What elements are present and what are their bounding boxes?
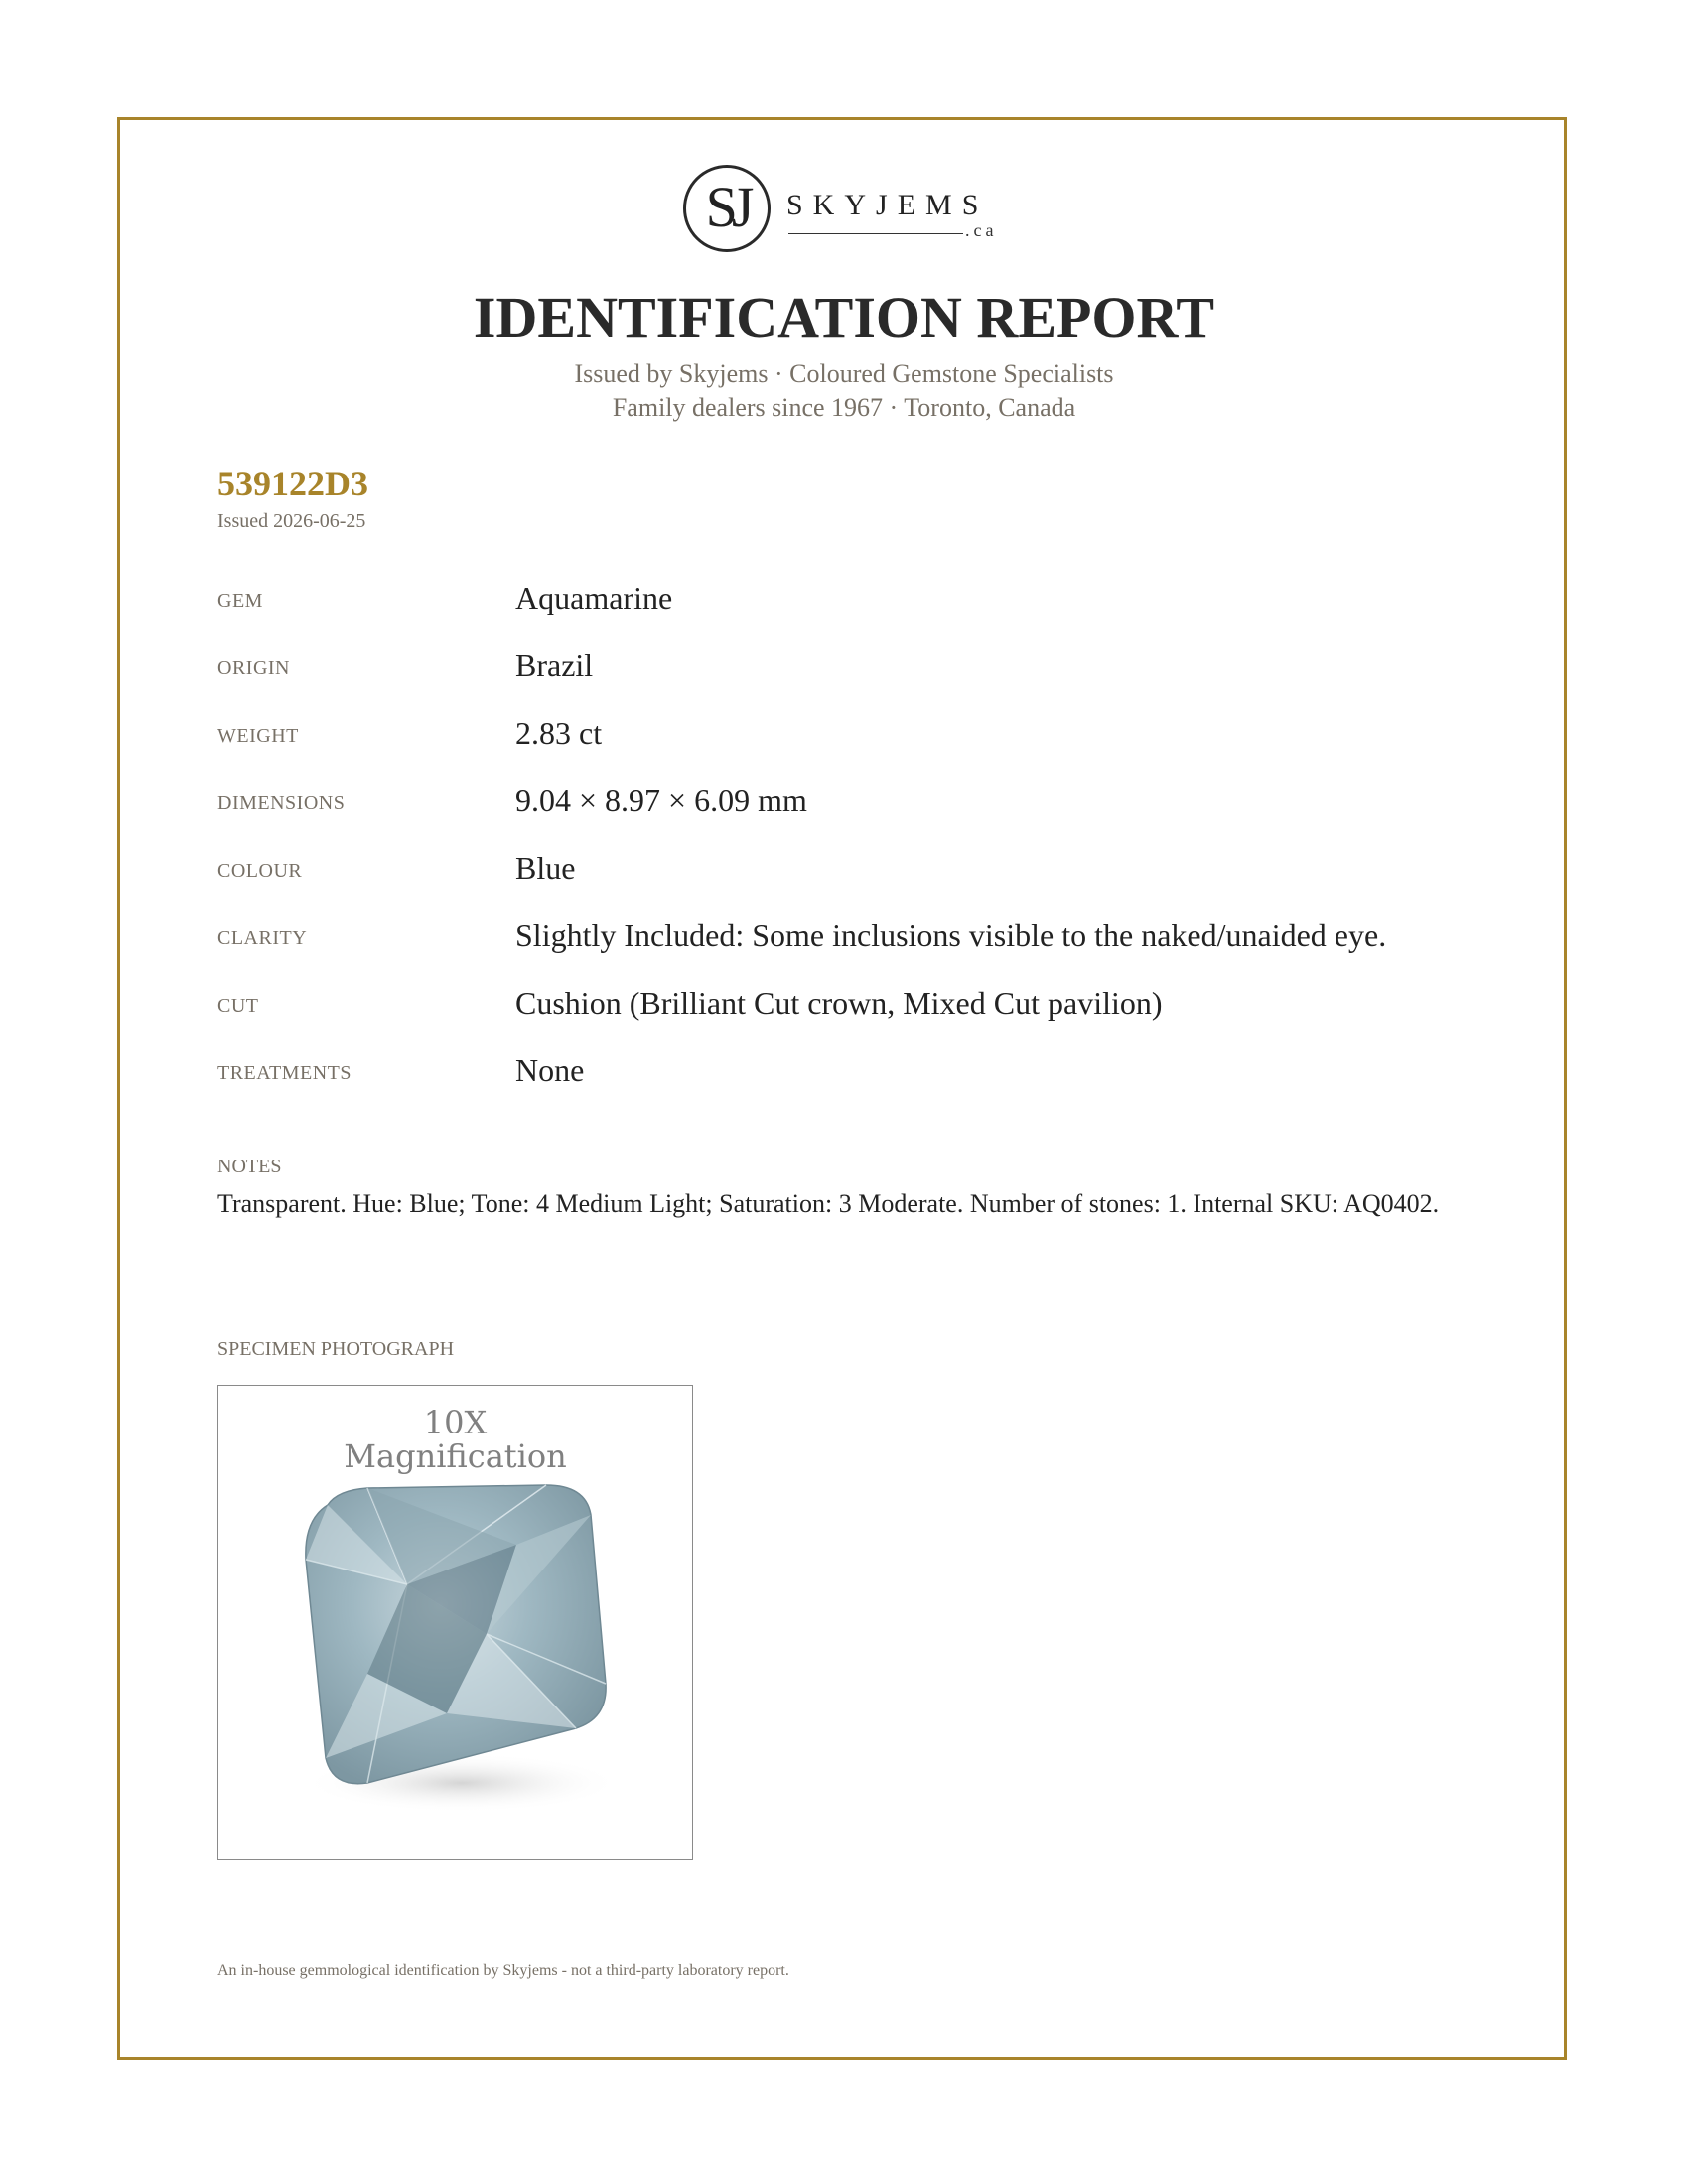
report-subtitle-issuer: Issued by Skyjems · Coloured Gemstone Specialists [574,359,1114,388]
field-value: Slightly Included: Some inclusions visible to the naked/unaided eye. [515,917,1387,953]
issue-date: Issued 2026-06-25 [217,510,366,532]
logo-wordmark: SKYJEMS [786,189,989,221]
field-value: 2.83 ct [515,715,603,751]
field-row-cut [217,985,1459,1034]
specimen-photo [217,1385,693,1860]
field-label: ORIGIN [217,657,290,679]
field-label: CUT [217,995,259,1017]
footer-disclaimer: An in-house gemmological identification by Skyjems - not a third-party laboratory report. [217,1962,789,1979]
magnification-label: Magnification [344,1437,567,1475]
field-label: COLOUR [217,860,303,882]
field-row-treatments [217,1052,1459,1102]
field-label: TREATMENTS [217,1062,352,1084]
field-row-dimensions [217,782,1459,832]
field-value: 9.04 × 8.97 × 6.09 mm [515,782,807,818]
report-id: 539122D3 [217,464,368,503]
field-value: Cushion (Brilliant Cut crown, Mixed Cut pavilion) [515,985,1163,1021]
field-label: WEIGHT [217,725,299,747]
notes-label: NOTES [217,1156,282,1177]
logo-underline [788,233,963,234]
report-title: IDENTIFICATION REPORT [473,285,1215,349]
field-row-clarity [217,917,1459,967]
field-row-colour [217,850,1459,899]
notes-text: Transparent. Hue: Blue; Tone: 4 Medium Light; Saturation: 3 Moderate. Number of stones: 1. Internal SKU: AQ0402. [217,1189,1440,1218]
field-value: Brazil [515,647,594,683]
magnification-value: 10X [423,1404,488,1441]
field-row-origin [217,647,1459,697]
photo-label: SPECIMEN PHOTOGRAPH [217,1338,455,1360]
field-value: Blue [515,850,576,886]
logo-monogram: SJ [705,175,749,239]
skyjems-logo [683,165,1011,264]
logo-domain-suffix: .ca [965,220,998,240]
field-label: CLARITY [217,927,308,949]
field-row-weight [217,715,1459,764]
report-subtitle-location: Family dealers since 1967 · Toronto, Canada [612,393,1076,422]
field-label: DIMENSIONS [217,792,346,814]
field-label: GEM [217,590,263,612]
field-value: None [515,1052,585,1088]
field-row-gem [217,580,1459,629]
field-value: Aquamarine [515,580,673,615]
